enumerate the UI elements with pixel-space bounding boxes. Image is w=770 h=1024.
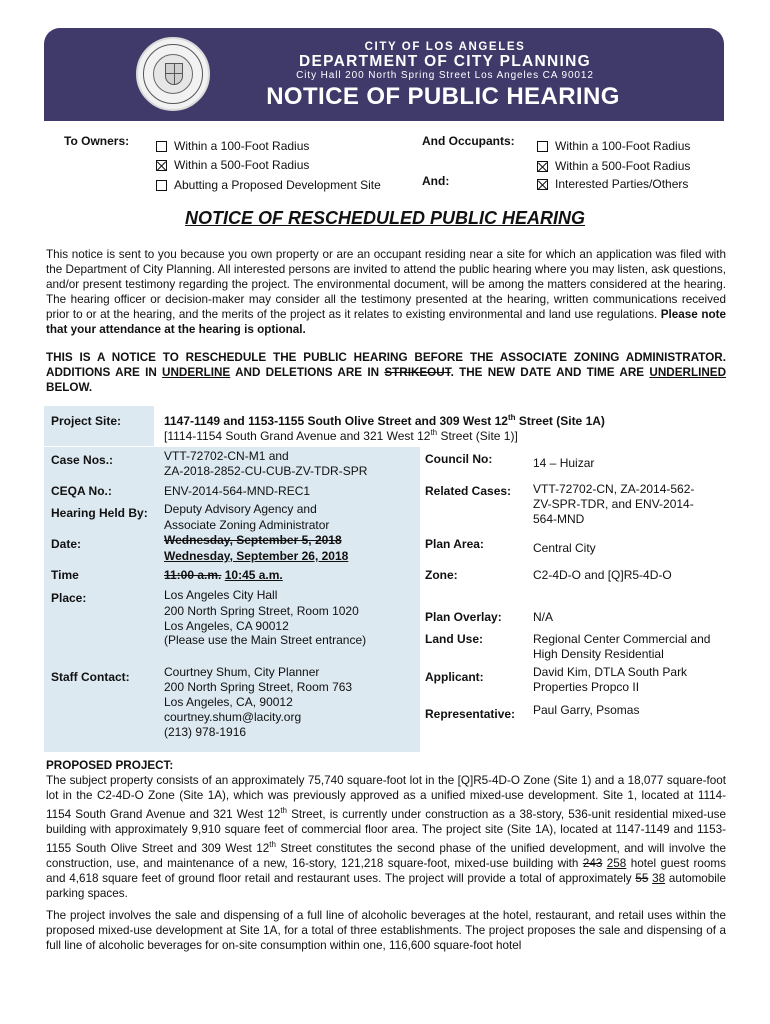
hearing-held-by-label: Hearing Held By: bbox=[51, 506, 148, 520]
place-3: Los Angeles, CA 90012 bbox=[164, 619, 289, 633]
related-cases-2: ZV-SPR-TDR, and ENV-2014- bbox=[533, 497, 694, 511]
staff-contact-1: Courtney Shum, City Planner bbox=[164, 665, 320, 679]
checked-box-icon bbox=[537, 161, 548, 172]
occupants-100ft-checkbox[interactable]: Within a 100-Foot Radius bbox=[537, 139, 690, 153]
staff-contact-label: Staff Contact: bbox=[51, 670, 130, 684]
owners-100ft-checkbox[interactable]: Within a 100-Foot Radius bbox=[156, 139, 309, 153]
land-use-2: High Density Residential bbox=[533, 647, 664, 661]
place-1: Los Angeles City Hall bbox=[164, 588, 278, 602]
details-divider bbox=[44, 446, 420, 447]
project-site-line1: 1147-1149 and 1153-1155 South Olive Street and 309 West 12th Street (Site 1A) bbox=[164, 413, 605, 428]
case-nos-label: Case Nos.: bbox=[51, 453, 114, 467]
header-address: City Hall 200 North Spring Street Los Angeles CA 90012 bbox=[296, 70, 594, 81]
related-cases-1: VTT-72702-CN, ZA-2014-562- bbox=[533, 482, 695, 496]
applicant-1: David Kim, DTLA South Park bbox=[533, 665, 688, 679]
zone-value: C2-4D-O and [Q]R5-4D-O bbox=[533, 568, 672, 582]
hearing-held-by-2: Associate Zoning Administrator bbox=[164, 518, 330, 532]
header-title: NOTICE OF PUBLIC HEARING bbox=[266, 83, 620, 110]
reschedule-notice: THIS IS A NOTICE TO RESCHEDULE THE PUBLIC HEARING BEFORE THE ASSOCIATE ZONING ADMINISTRATOR. ADDITIONS ARE IN UNDERLINE AND DELETIONS ARE IN STRIKEOUT. THE NEW DATE AND TIME ARE UNDERLINED BELOW. bbox=[46, 351, 727, 394]
checkbox-icon bbox=[156, 141, 167, 152]
and-label: And: bbox=[422, 174, 450, 188]
date-old: Wednesday, September 5, 2018 bbox=[164, 533, 342, 547]
owners-abutting-checkbox[interactable]: Abutting a Proposed Development Site bbox=[156, 178, 381, 192]
council-label: Council No: bbox=[425, 452, 493, 466]
time-value: 11:00 a.m. 10:45 a.m. bbox=[164, 568, 283, 582]
staff-contact-3: Los Angeles, CA, 90012 bbox=[164, 695, 293, 709]
zone-label: Zone: bbox=[425, 568, 458, 582]
related-cases-label: Related Cases: bbox=[425, 484, 512, 498]
city-seal-icon bbox=[136, 37, 210, 111]
notice-title: NOTICE OF RESCHEDULED PUBLIC HEARING bbox=[184, 208, 586, 228]
and-occupants-label: And Occupants: bbox=[422, 134, 515, 148]
land-use-1: Regional Center Commercial and bbox=[533, 632, 711, 646]
staff-contact-2: 200 North Spring Street, Room 763 bbox=[164, 680, 353, 694]
occupants-500ft-checkbox[interactable]: Within a 500-Foot Radius bbox=[537, 159, 690, 173]
checked-box-icon bbox=[156, 160, 167, 171]
interested-parties-checkbox[interactable]: Interested Parties/Others bbox=[537, 177, 688, 191]
plan-overlay-label: Plan Overlay: bbox=[425, 610, 502, 624]
date-label: Date: bbox=[51, 537, 82, 551]
checkbox-icon bbox=[537, 141, 548, 152]
representative-value: Paul Garry, Psomas bbox=[533, 703, 640, 717]
plan-area-label: Plan Area: bbox=[425, 537, 484, 551]
alcohol-paragraph: The project involves the sale and dispensing of a full line of alcoholic beverages at the hotel, restaurant, and retail uses within the proposed mixed-use development at Site 1A, for a total of three establishments. The project proposes the sale and dispensing of a full line of alcoholic beverages for on-site consumption within one, 116,600 square-foot hotel bbox=[46, 909, 726, 952]
checkbox-icon bbox=[156, 180, 167, 191]
header-department: DEPARTMENT OF CITY PLANNING bbox=[298, 53, 591, 70]
plan-overlay-value: N/A bbox=[533, 610, 554, 624]
hearing-held-by-1: Deputy Advisory Agency and bbox=[164, 502, 317, 516]
place-2: 200 North Spring Street, Room 1020 bbox=[164, 604, 359, 618]
plan-area-value: Central City bbox=[533, 541, 596, 555]
project-site-label: Project Site: bbox=[51, 414, 122, 428]
proposed-project-paragraph: The subject property consists of an approximately 75,740 square-foot lot in the [Q]R5-4D-O Zone (Site 1) and a 18,077 square-foot lot in the C2-4D-O Zone (Site 1A), which was previously approved as a unified mixed-use development. Site 1, located at 1114-1154 South Grand Avenue and 321 West 12th Street, is currently under construction as a 38-story, 536-unit residential mixed-use building with approximately 9,910 square feet of commercial floor area. The project site (Site 1A), located at 1147-1149 and 1153-1155 South Olive Street and 309 West 12th Street constitutes the second phase of the unified development, and will involve the construction, use, and maintenance of a new, 16-story, 121,218 square-foot, mixed-use building with 243 258 hotel guest rooms and 4,618 square feet of ground floor retail and restaurant uses. The project will provide a total of approximately 55 38 automobile parking spaces. bbox=[46, 774, 727, 900]
applicant-label: Applicant: bbox=[425, 670, 484, 684]
related-cases-3: 564-MND bbox=[533, 512, 585, 526]
applicant-2: Properties Propco II bbox=[533, 680, 640, 694]
place-label: Place: bbox=[51, 591, 87, 605]
checked-box-icon bbox=[537, 179, 548, 190]
staff-contact-email: courtney.shum@lacity.org bbox=[164, 710, 302, 724]
ceqa-label: CEQA No.: bbox=[51, 484, 112, 498]
place-4: (Please use the Main Street entrance) bbox=[164, 633, 367, 647]
date-new: Wednesday, September 26, 2018 bbox=[164, 549, 349, 563]
header-city: CITY OF LOS ANGELES bbox=[364, 41, 526, 53]
staff-contact-phone: (213) 978-1916 bbox=[164, 725, 247, 739]
case-nos-2: ZA-2018-2852-CU-CUB-ZV-TDR-SPR bbox=[164, 464, 368, 478]
time-label: Time bbox=[51, 568, 79, 582]
representative-label: Representative: bbox=[425, 707, 516, 721]
owners-500ft-checkbox[interactable]: Within a 500-Foot Radius bbox=[156, 158, 309, 172]
intro-paragraph: This notice is sent to you because you own property or are an occupant residing near a site for which an application was filed with the Department of City Planning. All interested persons are invited to attend the public hearing where you may listen, ask questions, and/or present testimony regarding the project. The environmental document, will be among the matters considered at the hearing. The hearing officer or decision-maker may consider all the testimony presented at the hearing, written communications received prior to or at the hearing, and the merits of the project as it relates to existing environmental and land use regulations. Please note that your attendance at the hearing is optional. bbox=[46, 248, 726, 336]
council-value: 14 – Huizar bbox=[533, 456, 595, 470]
to-owners-label: To Owners: bbox=[64, 134, 130, 148]
project-site-line2: [1114-1154 South Grand Avenue and 321 West 12th Street (Site 1)] bbox=[164, 428, 518, 443]
ceqa-value: ENV-2014-564-MND-REC1 bbox=[164, 484, 311, 498]
case-nos-1: VTT-72702-CN-M1 and bbox=[164, 449, 289, 463]
land-use-label: Land Use: bbox=[425, 632, 484, 646]
proposed-project-heading: PROPOSED PROJECT: bbox=[46, 759, 174, 772]
